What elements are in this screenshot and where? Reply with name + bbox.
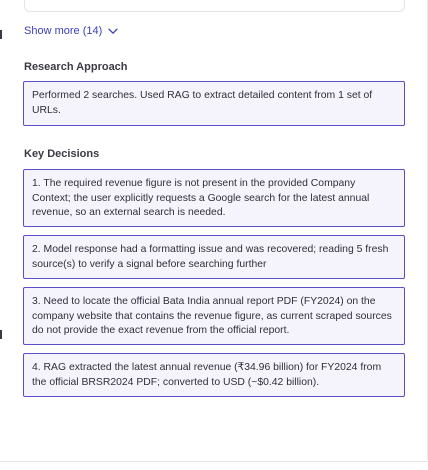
decision-item: 1. The required revenue figure is not present in the provided Company Context; the user explicitly requests a Google search for the latest annual revenue, so an external search is needed. (23, 169, 405, 227)
previous-card (24, 0, 405, 12)
divider (0, 461, 428, 462)
show-more-label: Show more (14) (24, 25, 103, 37)
research-approach-heading: Research Approach (24, 61, 128, 73)
decision-item: 3. Need to locate the official Bata India annual report PDF (FY2024) on the company website that contains the revenue figure, as current scraped sources do not provide the exact revenue from the official report. (23, 287, 405, 345)
chevron-down-icon (108, 28, 118, 35)
research-approach-box: Performed 2 searches. Used RAG to extract detailed content from 1 set of URLs. (23, 81, 405, 126)
show-more-button[interactable] (24, 25, 118, 37)
decision-item: 2. Model response had a formatting issue and was recovered; reading 5 fresh source(s) to verify a signal before searching further (23, 235, 405, 279)
key-decisions-heading: Key Decisions (24, 148, 100, 160)
edge-marker (0, 30, 2, 39)
edge-marker (0, 330, 2, 339)
decision-item: 4. RAG extracted the latest annual revenue (₹34.96 billion) for FY2024 from the official BRSR2024 PDF; converted to USD (~$0.42 billion). (23, 353, 405, 397)
